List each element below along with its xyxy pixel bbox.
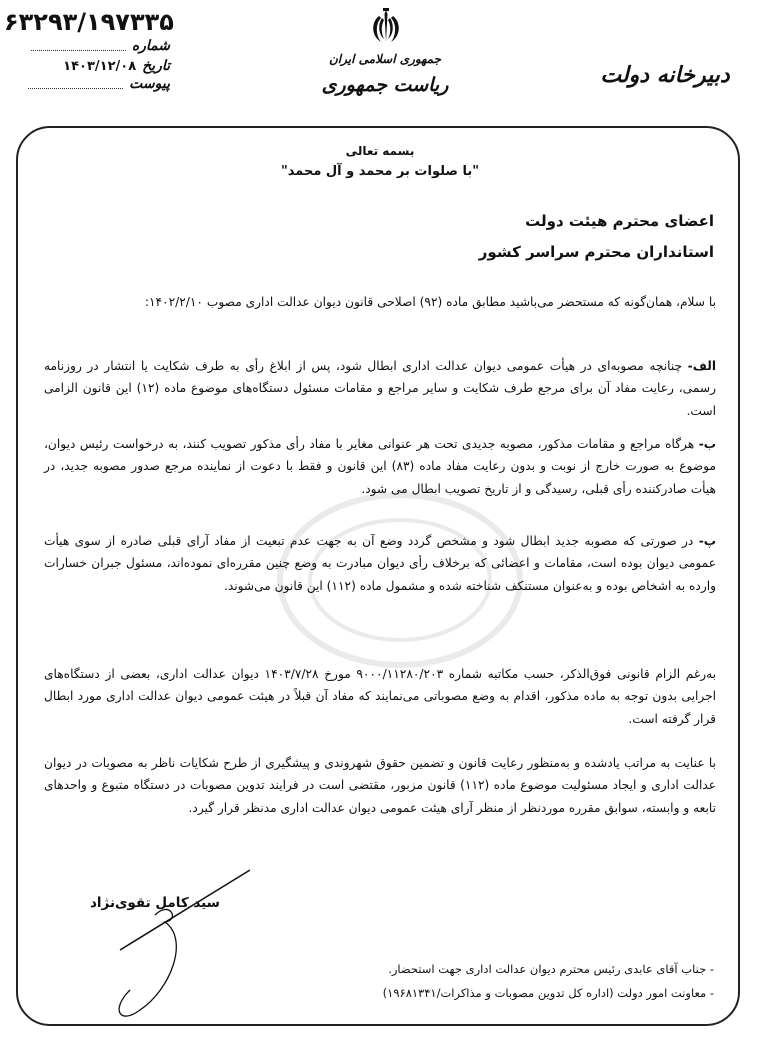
clause-b-text: هرگاه مراجع و مقامات مذکور، مصوبه جدیدی تحت هر عنوانی مغایر با مفاد رأی مذکور تصویب کنند، به درخواست رئیس دیوان، موضوع به صورت خارج از نوبت و بدون رعایت مفاد ماده (۸۳) این قانون و فقط با دعوت از نماینده مرجع صدور مصوبه جدید، در هیأت صادرکننده رأی قبلی، رسیدگی و از تاریخ تصویب ابطال می شود. (44, 437, 716, 496)
number-row (10, 38, 170, 54)
signatory-name: سید کامل تقوی‌نژاد (90, 895, 220, 911)
clause-a (44, 355, 716, 422)
cc-line-1: - جناب آقای عابدی رئیس محترم دیوان عدالت اداری جهت استحضار. (388, 962, 714, 976)
clause-b-label: ب- (698, 437, 716, 451)
date-label: تاریخ (142, 58, 170, 74)
header-meta (10, 38, 170, 92)
date-value: ۱۴۰۳/۱۲/۰۸ (63, 58, 137, 74)
salavat: "با صلوات بر محمد و آل محمد" (280, 164, 480, 179)
attachment-row (10, 76, 170, 92)
intro-paragraph: با سلام، همان‌گونه که مستحضر می‌باشید مطابق ماده (۹۲) اصلاحی قانون دیوان عدالت اداری مصوب ۱۴۰۲/۲/۱۰: (144, 295, 716, 309)
clause-b (44, 433, 716, 500)
addressee-governors: استانداران محترم سراسر کشور (478, 243, 714, 261)
clause-a-label: الف- (687, 359, 716, 373)
letter-number: ۶۳۲۹۳/۱۹۷۳۳۵ (4, 8, 174, 36)
addressee-cabinet: اعضای محترم هیئت دولت (525, 212, 714, 230)
number-label: شماره (131, 38, 170, 54)
clause-a-text: چنانچه مصوبه‌ای در هیأت عمومی دیوان عدالت اداری ابطال شود، پس از ابلاغ رأی به طرف شکایت یا انتشار در روزنامه رسمی، رعایت مفاد آن برای مرجع طرف شکایت و سایر مراجع و مقامات مسئول دستگاه‌های موضوع ماده (۱۲) این قانون الزامی است. (44, 359, 716, 418)
attachment-label: پیوست (129, 76, 170, 92)
emblem-presidency: ریاست جمهوری (321, 74, 449, 96)
cc-line-2: - معاونت امور دولت (اداره کل تدوین مصوبات و مذاکرات/۱۹۶۸۱۳۴۱) (382, 986, 714, 1000)
paragraph-4: به‌رغم الزام قانونی فوق‌الذکر، حسب مکاتبه شماره ۹۰۰۰/۱۱۲۸۰/۲۰۳ مورخ ۱۴۰۳/۷/۲۸ دیوان عدالت اداری، بعضی از دستگاه‌های اجرایی بدون توجه به ماده مذکور، اقدام به وضع مصوباتی می‌نمایند که مفاد آن قبلاً در هیئت عمومی دیوان عدالت اداری مورد ابطال قرار گرفته است. (44, 667, 717, 726)
clause-p (44, 530, 716, 597)
clause-p-label: پ- (698, 534, 716, 548)
clause-p-text: در صورتی که مصوبه جدید ابطال شود و مشخص گردد وضع آن به جهت عدم تبعیت از مفاد آرای قبلی صادره از سوی هیأت عمومی دیوان بوده است، مقامات و اعضائی که برخلاف رأی دیوان مبادرت به وضع چنین مقرره‌ای نموده‌اند، مسئول جبران خسارات وارده به اشخاص بوده و به‌عنوان مستنکف شناخته شده و مشمول ماده (۱۱۲) این قانون می‌شوند. (44, 534, 716, 593)
signature-icon (100, 860, 250, 1030)
date-row (10, 58, 170, 74)
emblem-country: جمهوری اسلامی ایران (328, 52, 442, 66)
department-title: دبیرخانه دولت (600, 62, 730, 88)
attachment-dots (28, 80, 123, 89)
bismillah: بسمه تعالی (345, 144, 415, 158)
paragraph-5: با عنایت به مراتب یادشده و به‌منظور رعایت قانون و تضمین حقوق شهروندی و پیشگیری از طرح شکایات ناظر به مصوبات در دیوان عدالت اداری و ایجاد مسئولیت موضوع ماده (۱۱۲) قانون مزبور، مقتضی است در فرایند تدوین مصوبات در دستگاه متبوع و واحدهای تابعه و وابسته، سوابق مقرره موردنظر از منظر آرای هیئت عمومی دیوان عدالت اداری مدنظر قرار گیرد. (44, 756, 716, 815)
iran-emblem-icon (365, 6, 407, 48)
number-dots (31, 42, 126, 51)
